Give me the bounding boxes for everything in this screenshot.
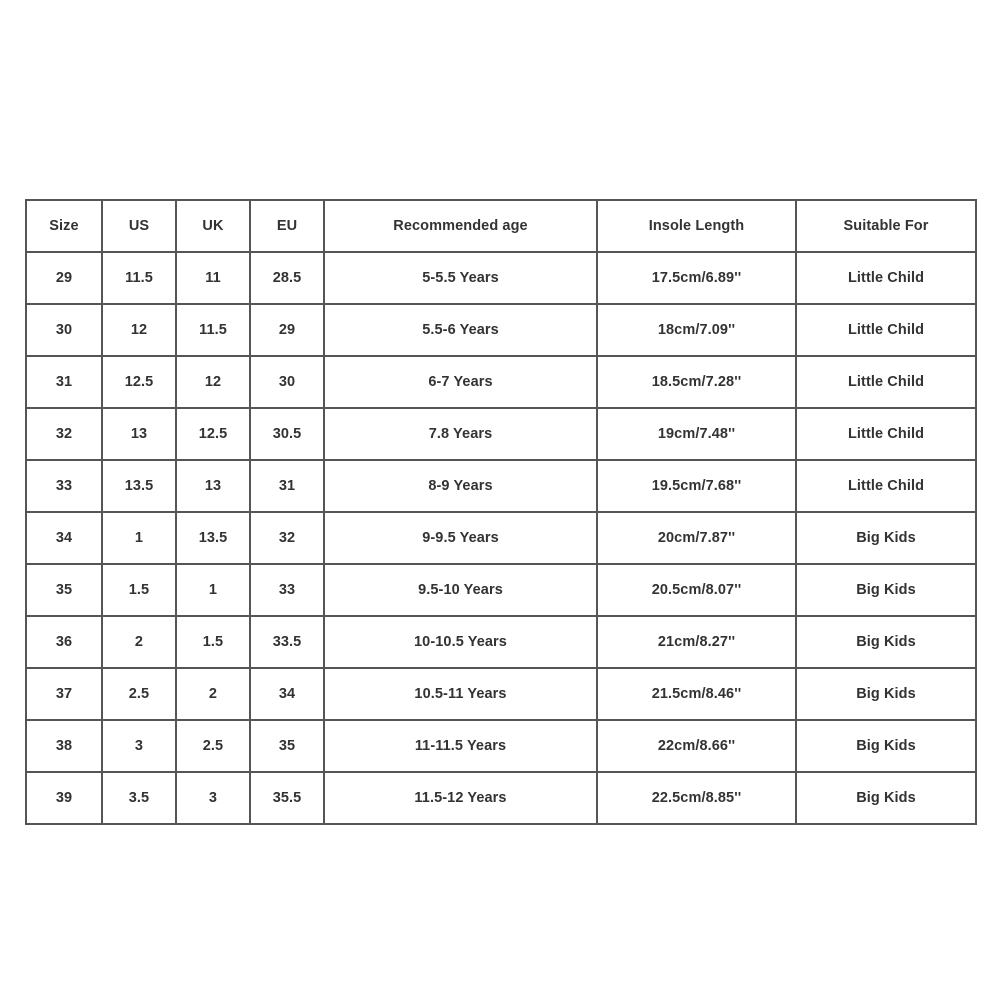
cell-recommended-age: 8-9 Years [324,460,597,512]
table-row [26,252,976,304]
cell-suitable-for: Little Child [796,408,976,460]
cell-recommended-age: 5.5-6 Years [324,304,597,356]
cell-eu: 35.5 [250,772,324,824]
cell-insole-length: 17.5cm/6.89'' [597,252,796,304]
size-chart-table [25,199,977,825]
cell-insole-length: 22.5cm/8.85'' [597,772,796,824]
cell-recommended-age: 10-10.5 Years [324,616,597,668]
cell-uk: 2.5 [176,720,250,772]
cell-size: 36 [26,616,102,668]
cell-size: 32 [26,408,102,460]
cell-insole-length: 21cm/8.27'' [597,616,796,668]
cell-suitable-for: Big Kids [796,668,976,720]
cell-recommended-age: 9.5-10 Years [324,564,597,616]
cell-us: 3 [102,720,176,772]
cell-us: 1.5 [102,564,176,616]
cell-size: 29 [26,252,102,304]
cell-suitable-for: Big Kids [796,720,976,772]
cell-uk: 13 [176,460,250,512]
cell-size: 34 [26,512,102,564]
table-row [26,460,976,512]
cell-eu: 30.5 [250,408,324,460]
cell-uk: 2 [176,668,250,720]
header-row [26,200,976,252]
cell-uk: 11 [176,252,250,304]
cell-insole-length: 22cm/8.66'' [597,720,796,772]
header-recommended-age: Recommended age [324,200,597,252]
header-size: Size [26,200,102,252]
table-row [26,720,976,772]
cell-us: 3.5 [102,772,176,824]
cell-recommended-age: 5-5.5 Years [324,252,597,304]
cell-suitable-for: Little Child [796,356,976,408]
cell-size: 39 [26,772,102,824]
cell-us: 13 [102,408,176,460]
cell-uk: 3 [176,772,250,824]
header-uk: UK [176,200,250,252]
cell-us: 1 [102,512,176,564]
cell-us: 2 [102,616,176,668]
cell-insole-length: 19cm/7.48'' [597,408,796,460]
cell-eu: 34 [250,668,324,720]
cell-us: 13.5 [102,460,176,512]
table-row [26,616,976,668]
table-row [26,408,976,460]
cell-recommended-age: 11-11.5 Years [324,720,597,772]
cell-uk: 12.5 [176,408,250,460]
cell-recommended-age: 11.5-12 Years [324,772,597,824]
cell-eu: 35 [250,720,324,772]
table-row [26,772,976,824]
table-row [26,564,976,616]
table-row [26,356,976,408]
cell-size: 35 [26,564,102,616]
cell-insole-length: 18cm/7.09'' [597,304,796,356]
cell-insole-length: 20.5cm/8.07'' [597,564,796,616]
cell-recommended-age: 9-9.5 Years [324,512,597,564]
cell-insole-length: 18.5cm/7.28'' [597,356,796,408]
cell-eu: 31 [250,460,324,512]
cell-uk: 11.5 [176,304,250,356]
cell-recommended-age: 10.5-11 Years [324,668,597,720]
cell-size: 31 [26,356,102,408]
cell-suitable-for: Big Kids [796,512,976,564]
cell-size: 38 [26,720,102,772]
cell-insole-length: 19.5cm/7.68'' [597,460,796,512]
cell-uk: 1.5 [176,616,250,668]
table-row [26,668,976,720]
cell-size: 37 [26,668,102,720]
cell-insole-length: 20cm/7.87'' [597,512,796,564]
cell-us: 2.5 [102,668,176,720]
table-row [26,512,976,564]
cell-uk: 1 [176,564,250,616]
cell-size: 33 [26,460,102,512]
cell-recommended-age: 7.8 Years [324,408,597,460]
header-us: US [102,200,176,252]
cell-suitable-for: Little Child [796,252,976,304]
header-suitable-for: Suitable For [796,200,976,252]
header-insole-length: Insole Length [597,200,796,252]
cell-suitable-for: Big Kids [796,564,976,616]
cell-us: 11.5 [102,252,176,304]
cell-uk: 13.5 [176,512,250,564]
table-row [26,304,976,356]
cell-insole-length: 21.5cm/8.46'' [597,668,796,720]
cell-eu: 30 [250,356,324,408]
cell-uk: 12 [176,356,250,408]
cell-suitable-for: Little Child [796,460,976,512]
cell-eu: 28.5 [250,252,324,304]
cell-us: 12.5 [102,356,176,408]
cell-suitable-for: Little Child [796,304,976,356]
cell-eu: 29 [250,304,324,356]
cell-eu: 32 [250,512,324,564]
header-eu: EU [250,200,324,252]
cell-suitable-for: Big Kids [796,616,976,668]
cell-us: 12 [102,304,176,356]
cell-recommended-age: 6-7 Years [324,356,597,408]
cell-suitable-for: Big Kids [796,772,976,824]
cell-eu: 33 [250,564,324,616]
cell-size: 30 [26,304,102,356]
cell-eu: 33.5 [250,616,324,668]
